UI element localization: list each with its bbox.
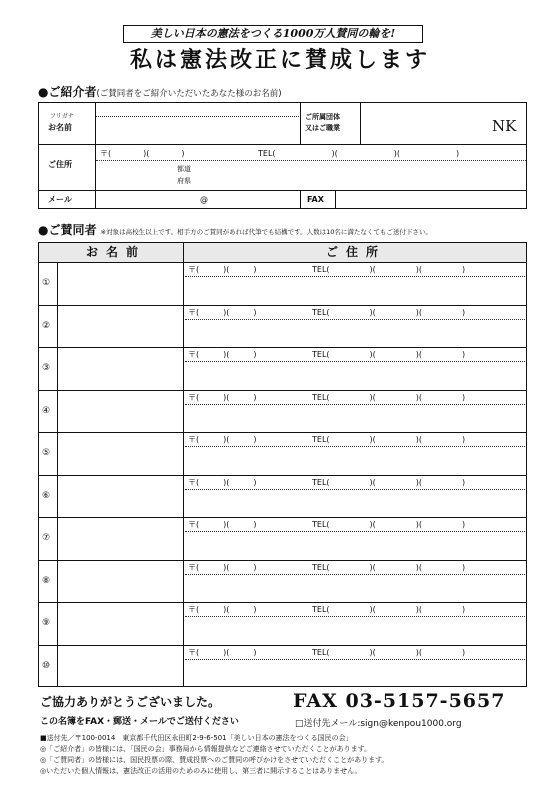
row-number: ⑧ (42, 575, 51, 586)
introducer-tel[interactable]: TEL( )( )( ) (258, 149, 460, 158)
mail-field[interactable] (96, 191, 299, 208)
introducer-heading-label: ●ご紹介者 (38, 85, 97, 99)
supporter-name-field[interactable] (58, 476, 182, 517)
row-number: ④ (42, 405, 51, 416)
supporter-tel[interactable]: TEL( )( )( ) (312, 477, 466, 487)
supporter-postal[interactable]: 〒( )( ) (188, 477, 257, 487)
thanks-message: ご協力ありがとうございました。 (40, 695, 221, 709)
supporter-address-field[interactable] (185, 575, 525, 602)
supporter-postal[interactable]: 〒( )( ) (188, 265, 257, 274)
org-label-1: ご所属団体 (305, 113, 340, 121)
supporter-postal[interactable]: 〒( )( ) (188, 647, 257, 657)
org-field[interactable]: NK (492, 117, 517, 135)
introducer-name-field[interactable] (96, 117, 299, 143)
supporter-tel[interactable]: TEL( )( )( ) (312, 562, 466, 572)
row-number: ⑥ (42, 490, 51, 501)
supporter-postal[interactable]: 〒( )( ) (188, 307, 257, 317)
page-title: 私は憲法改正に賛成します (129, 47, 430, 73)
row-number: ③ (42, 363, 51, 373)
introducer-postal[interactable]: 〒( )( ) (100, 149, 185, 158)
supporter-name-field[interactable] (58, 348, 182, 389)
supporter-name-field[interactable] (58, 603, 182, 644)
introducer-heading (38, 85, 282, 101)
supporter-address-field[interactable] (185, 532, 525, 559)
fax-number: FAX 03-5157-5657 (293, 690, 506, 712)
footer-line-3: ◎「ご賛同者」の皆様には、国民投票の際、賛成投票へのご賛同の呼びかけをさせていただくことがあります。 (40, 756, 389, 764)
supporter-tel[interactable]: TEL( )( )( ) (312, 307, 466, 317)
prefecture-label-2: 府県 (177, 177, 191, 185)
supporter-tel[interactable]: TEL( )( )( ) (312, 605, 466, 614)
supporters-note: ※対象は高校生以上です。相手方のご賛同があれば代筆でも結構です。人数は10名に満たなくてもご送付下さい。 (100, 228, 432, 236)
introducer-address-label: ご住所 (48, 160, 72, 169)
supporter-address-field[interactable] (185, 362, 525, 389)
supporter-name-field[interactable] (58, 433, 182, 474)
row-number: ⑨ (42, 618, 51, 628)
supporter-tel[interactable]: TEL( )( )( ) (312, 392, 466, 402)
supporter-name-field[interactable] (58, 263, 182, 304)
supporter-name-field[interactable] (58, 306, 182, 347)
supporter-name-field[interactable] (58, 646, 182, 687)
furigana-label: フリガナ (50, 113, 74, 120)
mail-label: メール (48, 195, 72, 204)
introducer-note: (ご賛同者をご紹介いただいたあなた様のお名前) (96, 89, 282, 99)
supporter-name-field[interactable] (58, 561, 182, 602)
supporter-postal[interactable]: 〒( )( ) (188, 350, 257, 359)
row-number: ① (42, 278, 51, 288)
supporters-heading (38, 223, 432, 239)
supporter-postal[interactable]: 〒( )( ) (188, 520, 257, 529)
prefecture-label-1: 都道 (177, 165, 191, 173)
supporter-address-field[interactable] (185, 490, 525, 517)
row-number: ⑩ (42, 660, 51, 671)
supporter-name-field[interactable] (58, 391, 182, 432)
supporter-tel[interactable]: TEL( )( )( ) (312, 647, 466, 657)
send-instruction: この名簿をFAX・郵送・メールでご送付ください (40, 717, 239, 727)
campaign-banner: 美しい日本の憲法をつくる1000万人賛同の輪を! (123, 25, 423, 43)
fax-field[interactable] (336, 191, 526, 208)
supporter-postal[interactable]: 〒( )( ) (188, 562, 257, 572)
supporter-address-field[interactable] (185, 660, 525, 687)
footer-line-1: ■送付先／〒100-0014 東京都千代田区永田町2-9-6-501「美しい日本の憲法をつくる国民の会」 (40, 734, 353, 742)
row-number: ⑤ (42, 448, 51, 458)
supporter-address-field[interactable] (185, 405, 525, 432)
send-email[interactable]: □送付先メール:sign@kenpou1000.org (295, 719, 462, 729)
supporter-postal[interactable]: 〒( )( ) (188, 392, 257, 402)
supporter-tel[interactable]: TEL( )( )( ) (312, 520, 466, 529)
col-name-header: お名前 (86, 245, 147, 259)
row-number: ⑦ (42, 533, 51, 543)
footer-line-4: ◎いただいた個人情報は、憲法改正の活用のためのみに使用し、第三者に開示することはありません。 (40, 767, 362, 775)
supporters-heading-label: ●ご賛同者 (38, 223, 97, 237)
supporter-postal[interactable]: 〒( )( ) (188, 435, 257, 444)
introducer-address-field[interactable] (96, 162, 526, 189)
fax-label: FAX (307, 195, 324, 204)
supporter-tel[interactable]: TEL( )( )( ) (312, 435, 466, 444)
supporter-address-field[interactable] (185, 277, 525, 304)
mail-at: @ (200, 195, 208, 204)
supporter-name-field[interactable] (58, 518, 182, 559)
supporter-address-field[interactable] (185, 447, 525, 474)
supporter-postal[interactable]: 〒( )( ) (188, 605, 257, 614)
row-number: ② (42, 320, 51, 331)
supporter-tel[interactable]: TEL( )( )( ) (312, 350, 466, 359)
col-address-header: ご住所 (326, 245, 387, 259)
org-label-2: 又はご職業 (305, 124, 340, 132)
introducer-name-label: お名前 (48, 123, 72, 132)
footer-line-2: ◎「ご紹介者」の皆様には、「国民の会」事務局から情報提供などご連絡させていただくことがあります。 (40, 745, 372, 753)
supporter-tel[interactable]: TEL( )( )( ) (312, 265, 466, 274)
supporter-address-field[interactable] (185, 617, 525, 644)
supporter-address-field[interactable] (185, 320, 525, 347)
